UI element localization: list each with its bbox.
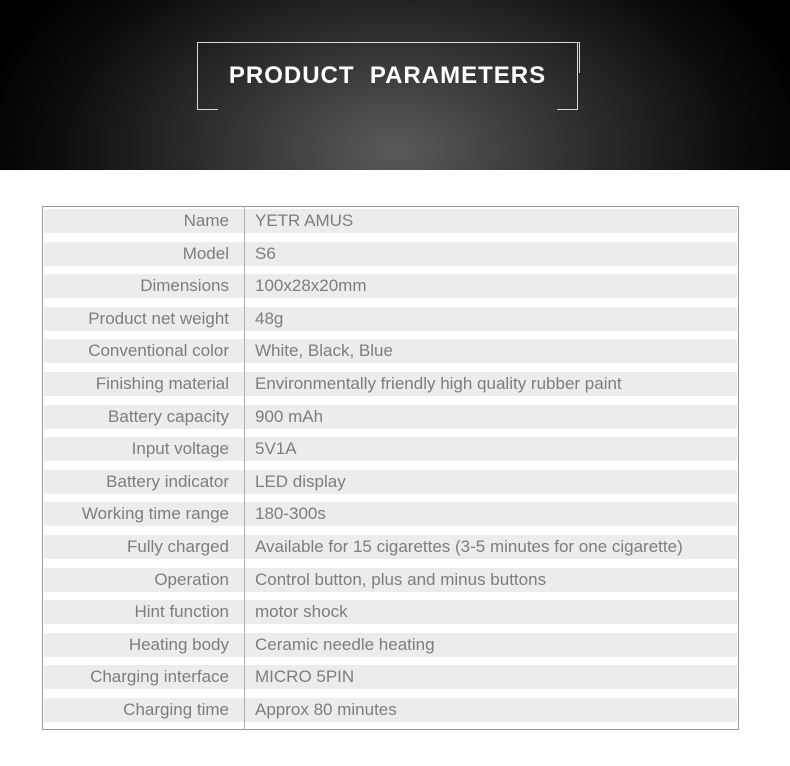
param-value: Control button, plus and minus buttons	[255, 569, 547, 589]
param-value: 100x28x20mm	[255, 276, 367, 296]
param-value: YETR AMUS	[255, 211, 354, 230]
parameters-table	[42, 206, 739, 730]
param-value: motor shock	[255, 602, 348, 622]
param-value: MICRO 5PIN	[255, 667, 355, 687]
param-label: Heating body	[128, 634, 229, 654]
param-value: 5V1A	[255, 439, 297, 459]
param-label: Finishing material	[95, 374, 229, 393]
param-label: Operation	[154, 569, 229, 589]
table-row	[43, 631, 738, 664]
table-row	[43, 240, 738, 273]
param-label: Hint function	[134, 602, 229, 622]
param-label: Working time range	[81, 504, 229, 524]
column-divider	[244, 207, 245, 729]
table-row	[43, 468, 738, 501]
param-label: Conventional color	[88, 341, 229, 361]
table-row	[43, 696, 738, 729]
param-label: Name	[183, 211, 229, 230]
table-row	[43, 272, 738, 305]
param-value: 180-300s	[255, 504, 326, 524]
param-label: Model	[182, 243, 229, 263]
param-label: Fully charged	[126, 537, 229, 556]
table-row	[43, 305, 738, 338]
table-row	[43, 337, 738, 370]
param-value: LED display	[255, 471, 346, 491]
title-frame	[197, 42, 578, 109]
param-value: 48g	[255, 308, 284, 328]
param-value: Ceramic needle heating	[255, 634, 435, 654]
param-value: 900 mAh	[255, 406, 324, 426]
table-row	[43, 663, 738, 696]
param-value: Approx 80 minutes	[255, 700, 397, 719]
param-label: Dimensions	[140, 276, 229, 296]
param-label: Input voltage	[131, 439, 229, 459]
param-value: White, Black, Blue	[255, 341, 393, 361]
param-value: Environmentally friendly high quality rubber paint	[255, 374, 622, 393]
param-label: Charging time	[123, 700, 229, 719]
param-label: Product net weight	[88, 308, 229, 328]
param-value: Available for 15 cigarettes (3-5 minutes for one cigarette)	[255, 537, 683, 556]
param-label: Battery indicator	[106, 471, 229, 491]
page-title: PRODUCT PARAMETERS	[228, 61, 547, 89]
header-banner	[0, 0, 790, 170]
table-row	[43, 598, 738, 631]
param-label: Charging interface	[90, 667, 229, 687]
table-row	[43, 435, 738, 468]
param-value: S6	[255, 243, 276, 263]
table-row	[43, 207, 738, 240]
table-row	[43, 403, 738, 436]
table-row	[43, 566, 738, 599]
table-row	[43, 500, 738, 533]
table-row	[43, 533, 738, 566]
table-row	[43, 370, 738, 403]
param-label: Battery capacity	[108, 406, 229, 426]
